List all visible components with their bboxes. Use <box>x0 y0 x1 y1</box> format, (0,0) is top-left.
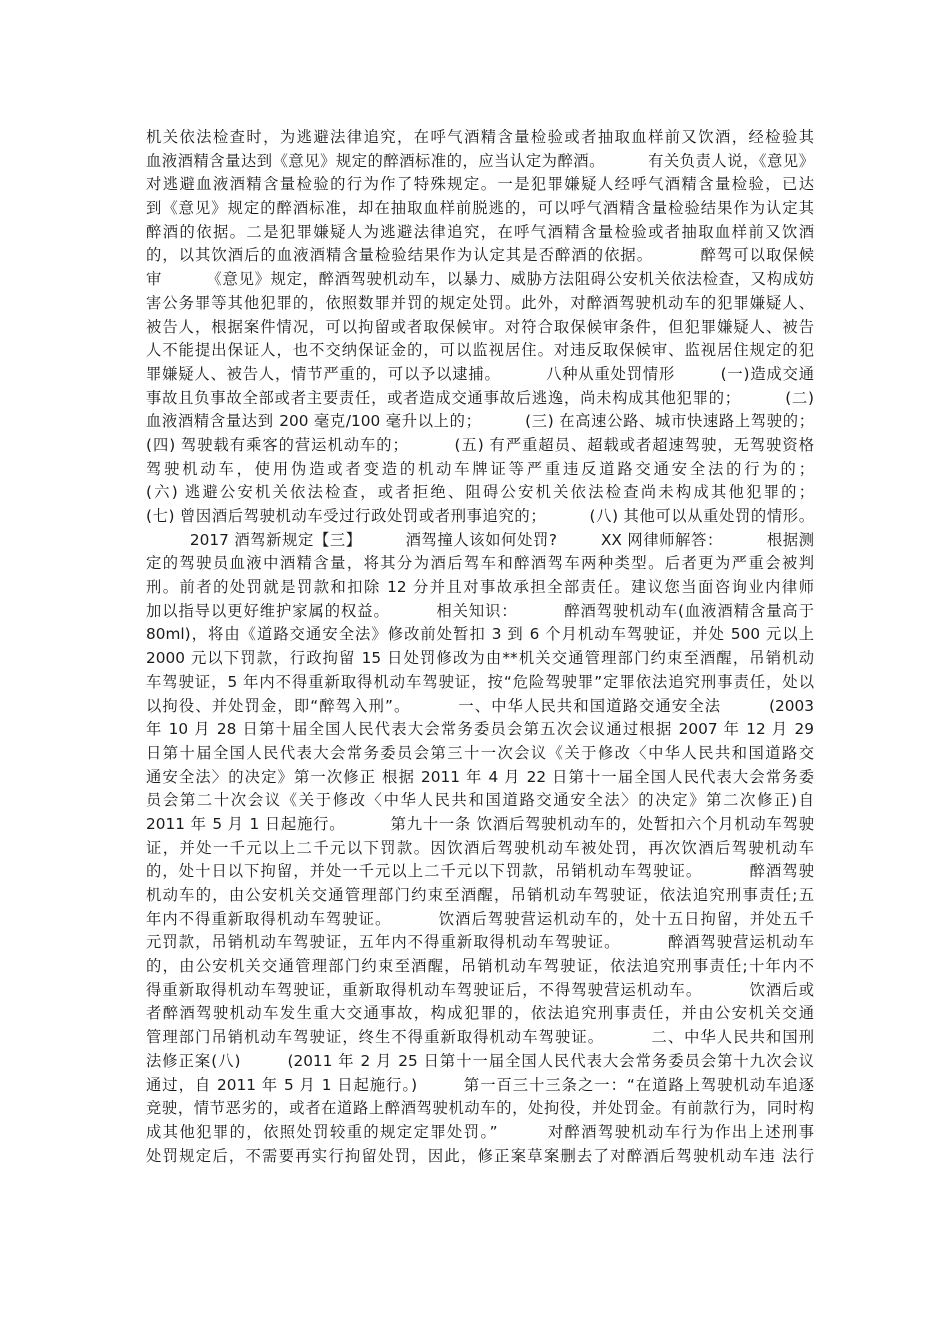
text-line: 的，由公安机关交通管理部门约束至酒醒，吊销机动车驾驶证，依法追究刑事责任;十年内不 <box>146 957 814 976</box>
text-line: 元罚款，吊销机动车驾驶证，五年内不得重新取得机动车驾驶证。 醉酒驾驶营运机动车 <box>146 933 814 952</box>
text-line: 证，并处一千元以上二千元以下罚款。因饮酒后驾驶机动车被处罚，再次饮酒后驾驶机动车 <box>146 838 814 857</box>
text-line: 驾驶机动车，使用伪造或者变造的机动车牌证等严重违反道路交通安全法的行为的； <box>146 459 814 478</box>
text-line: 对逃避血液酒精含量检验的行为作了特殊规定。一是犯罪嫌疑人经呼气酒精含量检验，已达 <box>146 175 814 194</box>
text-line: 成其他犯罪的，依照处罚较重的规定定罪处罚。” 对醉酒驾驶机动车行为作出上述刑事 <box>146 1122 814 1141</box>
text-line: 员会第二十次会议《关于修改〈中华人民共和国道路交通安全法〉的决定》第二次修正)自 <box>146 791 814 810</box>
text-line: 得重新取得机动车驾驶证，重新取得机动车驾驶证后，不得驾驶营运机动车。 饮酒后或 <box>146 980 814 999</box>
text-line: (四) 驾驶载有乘客的营运机动车的； (五) 有严重超员、超载或者超速驾驶，无驾驶资格 <box>146 435 814 454</box>
text-line: 通过，自 2011 年 5 月 1 日起施行。) 第一百三十三条之一：“在道路上驾驶机动车追逐 <box>146 1075 814 1094</box>
text-line: 审 《意见》规定，醉酒驾驶机动车，以暴力、威胁方法阻碍公安机关依法检查，又构成妨 <box>146 270 814 289</box>
text-line: 2011 年 5 月 1 日起施行。 第九十一条 饮酒后驾驶机动车的，处暂扣六个月机动车驾驶 <box>146 814 814 833</box>
text-line: 醉酒的依据。二是犯罪嫌疑人为逃避法律追究，在呼气酒精含量检验或者抽取血样前又饮酒 <box>146 222 814 241</box>
text-line: 者醉酒驾驶机动车发生重大交通事故，构成犯罪的，依法追究刑事责任，并由公安机关交通 <box>146 1004 814 1023</box>
text-line: 以拘役、并处罚金，即“醉驾入刑”。 一、中华人民共和国道路交通安全法 (2003 <box>146 696 814 715</box>
text-line: 车驾驶证，5 年内不得重新取得机动车驾驶证，按“危险驾驶罪”定罪依法追究刑事责任，处以 <box>146 672 814 691</box>
text-line: 加以指导以更好维护家属的权益。 相关知识： 醉酒驾驶机动车(血液酒精含量高于 <box>146 601 814 620</box>
text-line: 日第十届全国人民代表大会常务委员会第三十一次会议《关于修改〈中华人民共和国道路交 <box>146 743 814 762</box>
text-line: (七) 曾因酒后驾驶机动车受过行政处罚或者刑事追究的； (八) 其他可以从重处罚的情形。 <box>146 507 814 525</box>
text-line: 通安全法〉的决定》第一次修正 根据 2011 年 4 月 22 日第十一届全国人民代表大会常务委 <box>146 767 814 786</box>
text-line: 机关依法检查时，为逃避法律追究，在呼气酒精含量检验或者抽取血样前又饮酒，经检验其 <box>146 128 814 146</box>
text-line: 2000 元以下罚款，行政拘留 15 日处罚修改为由**机关交通管理部门约束至酒醒，吊销机动 <box>146 649 814 668</box>
text-line: 年 10 月 28 日第十届全国人民代表大会常务委员会第五次会议通过根据 2007 年 12 月 29 <box>146 720 814 739</box>
text-line: 法修正案(八) (2011 年 2 月 25 日第十一届全国人民代表大会常务委员会第十九次会议 <box>146 1051 814 1070</box>
text-line: 事故且负事故全部或者主要责任，或者造成交通事故后逃逸，尚未构成其他犯罪的； (二) <box>146 388 814 407</box>
text-line: 罪嫌疑人、被告人，情节严重的，可以予以逮捕。 八种从重处罚情形 (一)造成交通 <box>146 364 814 383</box>
text-line: 管理部门吊销机动车驾驶证，终生不得重新取得机动车驾驶证。 二、中华人民共和国刑 <box>146 1028 814 1047</box>
text-line: 血液酒精含量达到《意见》规定的醉酒标准的，应当认定为醉酒。 有关负责人说，《意见》 <box>146 151 814 170</box>
text-line: 机动车的，由公安机关交通管理部门约束至酒醒，吊销机动车驾驶证，依法追究刑事责任;五 <box>146 886 814 904</box>
text-line: 害公务罪等其他犯罪的，依照数罪并罚的规定处罚。此外，对醉酒驾驶机动车的犯罪嫌疑人、 <box>146 293 814 312</box>
text-line: 定的驾驶员血液中酒精含量，将其分为酒后驾车和醉酒驾车两种类型。后者更为严重会被判 <box>146 554 814 573</box>
text-line: 80ml)，将由《道路交通安全法》修改前处暂扣 3 到 6 个月机动车驾驶证，并处 500 元以上 <box>146 625 814 644</box>
text-line: 竞驶，情节恶劣的，或者在道路上醉酒驾驶机动车的，处拘役，并处罚金。有前款行为，同时构 <box>146 1099 814 1118</box>
text-line: 的，处十日以下拘留，并处一千元以上二千元以下罚款，吊销机动车驾驶证。 醉酒驾驶 <box>146 862 814 881</box>
text-line: 刑。前者的处罚就是罚款和扣除 12 分并且对事故承担全部责任。建议您当面咨询业内律师 <box>146 578 814 597</box>
text-line: 到《意见》规定的醉酒标准，却在抽取血样前脱逃的，可以呼气酒精含量检验结果作为认定其 <box>146 199 814 218</box>
text-line: 血液酒精含量达到 200 毫克/100 毫升以上的； (三) 在高速公路、城市快速路上驾驶的； <box>146 412 814 431</box>
text-line: 被告人，根据案件情况，可以拘留或者取保候审。对符合取保候审条件，但犯罪嫌疑人、被告 <box>146 317 814 336</box>
text-line: 人不能提出保证人，也不交纳保证金的，可以监视居住。对违反取保候审、监视居住规定的犯 <box>146 341 814 360</box>
text-line: 的，以其饮酒后的血液酒精含量检验结果作为认定其是否醉酒的依据。 醉驾可以取保候 <box>146 246 814 265</box>
text-line: 年内不得重新取得机动车驾驶证。 饮酒后驾驶营运机动车的，处十五日拘留，并处五千 <box>146 909 814 928</box>
text-line: 处罚规定后，不需要再实行拘留处罚，因此，修正案草案删去了对醉酒后驾驶机动车违 法行 <box>146 1146 814 1165</box>
text-line: (六) 逃避公安机关依法检查，或者拒绝、阻碍公安机关依法检查尚未构成其他犯罪的； <box>146 483 814 502</box>
document-body <box>146 126 814 1168</box>
text-line: 2017 酒驾新规定【三】 酒驾撞人该如何处罚? XX 网律师解答： 根据测 <box>146 530 814 549</box>
